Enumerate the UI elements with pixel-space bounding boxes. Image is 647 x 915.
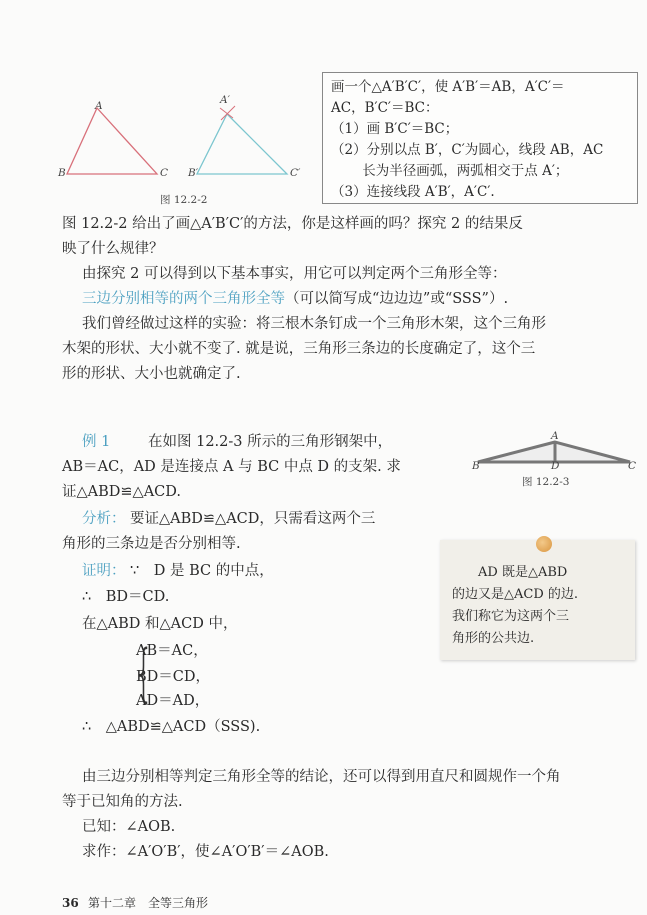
triangle-a1b1c1 [197,114,287,174]
text-line: 形的形状、大小也就确定了. [62,366,241,382]
arc-marks [220,106,235,120]
fact-highlight: 三边分别相等的两个三角形全等 [82,291,285,307]
text-line: ∴ BD＝CD. [82,589,170,605]
text-line: 由探究 2 可以得到以下基本事实，用它可以判定两个三角形全等： [82,266,507,282]
equation: AD＝AD， [136,693,210,709]
text-line: ∴ △ABD≌△ACD（SSS). [82,719,261,735]
pin-icon [536,536,552,552]
text-line: 图 12.2-2 给出了画△A′B′C′的方法，你是这样画的吗？探究 2 的结果反 [62,216,523,232]
box-line: 长为半径画弧，两弧相交于点 A′； [331,163,569,179]
text-line: 求作：∠A′O′B′，使∠A′O′B′＝∠AOB. [82,844,329,860]
analysis-label: 分析： [82,511,126,527]
text-line: 映了什么规律？ [62,241,164,257]
text-line: 已知：∠AOB. [82,819,176,835]
sticky-note [440,540,635,660]
box-line: 画一个△A′B′C′，使 A′B′＝AB，A′C′＝ [331,79,565,95]
figure-12-2-2 [55,90,315,190]
text-line: 等于已知角的方法. [62,794,183,810]
label-a-prime: A′ [220,94,230,106]
label-c: C [160,167,169,179]
label-c-prime: C′ [290,167,301,179]
label-d: D [551,460,560,472]
label-a: A [95,100,103,112]
triangle-abc [67,108,157,174]
chapter-title: 第十二章 全等三角形 [88,896,209,910]
label-b: B [472,460,480,472]
text-line: 角形的三条边是否分别相等. [62,536,241,552]
box-line: （3）连接线段 A′B′，A′C′. [331,184,495,200]
equation: AB＝AC， [136,643,208,659]
example-label: 例 1 [82,434,111,450]
box-line: （2）分别以点 B′，C′为圆心，线段 AB，AC [331,142,604,158]
figure-caption: 图 12.2-2 [160,194,208,206]
note-line: 我们称它为这两个三 [452,609,570,624]
note-line: AD 既是△ABD [452,565,568,580]
equation: BD＝CD， [136,669,211,685]
construction-steps-box [322,72,638,204]
text-line: ∵ D 是 BC 的中点， [130,563,274,579]
basic-fact [82,289,508,309]
text-line: 在△ABD 和△ACD 中， [82,616,238,632]
text-line: 由三边分别相等判定三角形全等的结论，还可以得到用直尺和圆规作一个角 [82,769,561,785]
note-line: 的边又是△ACD 的边. [452,587,579,602]
box-line: （1）画 B′C′＝BC； [331,121,459,137]
text-line: 证△ABD≌△ACD. [62,484,181,500]
fact-rest: （可以简写成“边边边”或“SSS”）. [285,291,509,307]
page-number: 36 [62,896,79,910]
text-line: 木架的形状、大小就不变了. 就是说，三角形三条边的长度确定了，这个三 [62,341,536,357]
label-b: B [58,167,66,179]
figure-caption: 图 12.2-3 [522,476,570,488]
proof-label: 证明： [82,563,126,579]
text-line: 在如图 12.2-3 所示的三角形钢架中， [148,434,393,450]
box-line: AC，B′C′＝BC： [331,100,439,116]
text-line: 要证△ABD≌△ACD，只需看这两个三 [130,511,376,527]
note-line: 角形的公共边. [452,631,535,646]
label-c: C [628,460,637,472]
brace: { [133,636,154,709]
text-line: 我们曾经做过这样的实验：将三根木条钉成一个三角形木架，这个三角形 [82,316,546,332]
label-a: A [551,430,559,442]
label-b-prime: B′ [188,167,199,179]
text-line: AB＝AC，AD 是连接点 A 与 BC 中点 D 的支架. 求 [62,459,401,475]
